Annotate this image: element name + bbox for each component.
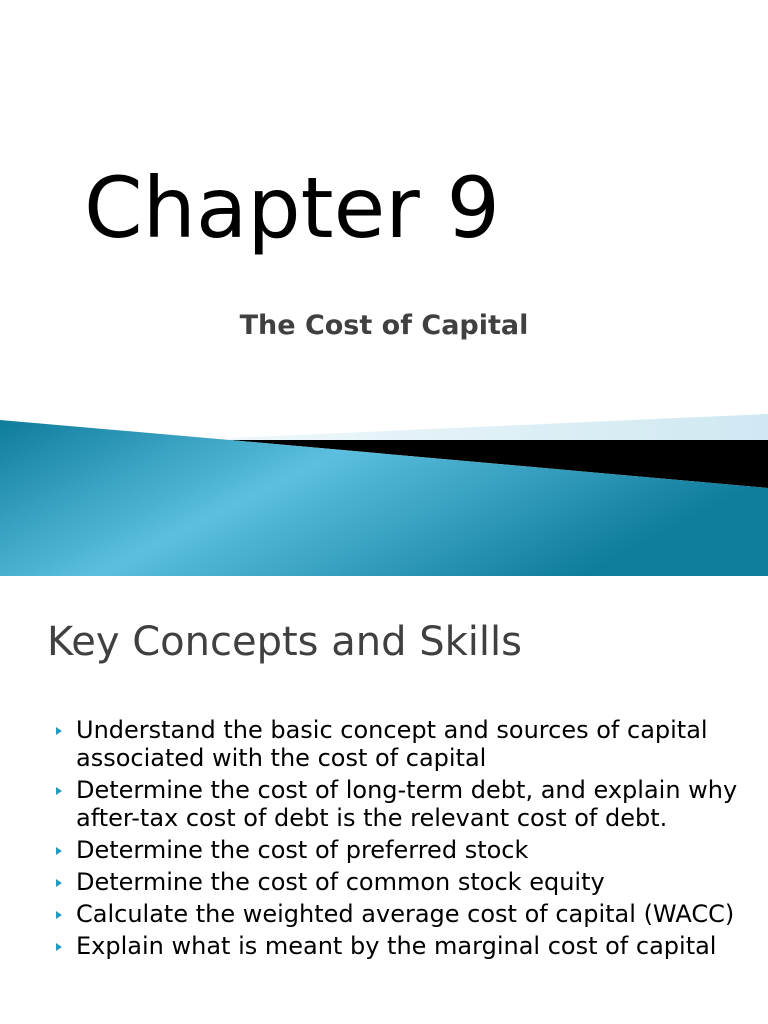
- list-item: [50, 932, 740, 960]
- triangle-right-icon: [56, 727, 62, 735]
- slide-heading: Key Concepts and Skills: [47, 619, 522, 665]
- banner-pale-strip: [230, 414, 768, 440]
- slide-divider: [0, 576, 768, 584]
- bullet-text: Determine the cost of preferred stock: [76, 836, 529, 864]
- list-item: [50, 868, 740, 896]
- bullet-text: Calculate the weighted average cost of capital (WACC): [76, 900, 735, 928]
- list-item: [50, 776, 740, 832]
- triangle-right-icon: [56, 847, 62, 855]
- slide-subtitle: The Cost of Capital: [239, 310, 529, 341]
- bullet-text: Determine the cost of common stock equity: [76, 868, 605, 896]
- list-item: [50, 716, 740, 772]
- triangle-right-icon: [56, 911, 62, 919]
- bullet-text: Understand the basic concept and sources of capital associated with the cost of capital: [76, 716, 708, 772]
- bullet-list: [50, 716, 740, 964]
- triangle-right-icon: [56, 943, 62, 951]
- bullet-text: Explain what is meant by the marginal cost of capital: [76, 932, 717, 960]
- key-concepts-slide: [0, 584, 768, 1024]
- triangle-right-icon: [56, 879, 62, 887]
- slide-title: Chapter 9: [84, 159, 500, 257]
- decorative-banner: [0, 400, 768, 576]
- list-item: [50, 836, 740, 864]
- triangle-right-icon: [56, 787, 62, 795]
- list-item: [50, 900, 740, 928]
- bullet-text: Determine the cost of long-term debt, and explain why after-tax cost of debt is the relevant cost of debt.: [76, 776, 738, 832]
